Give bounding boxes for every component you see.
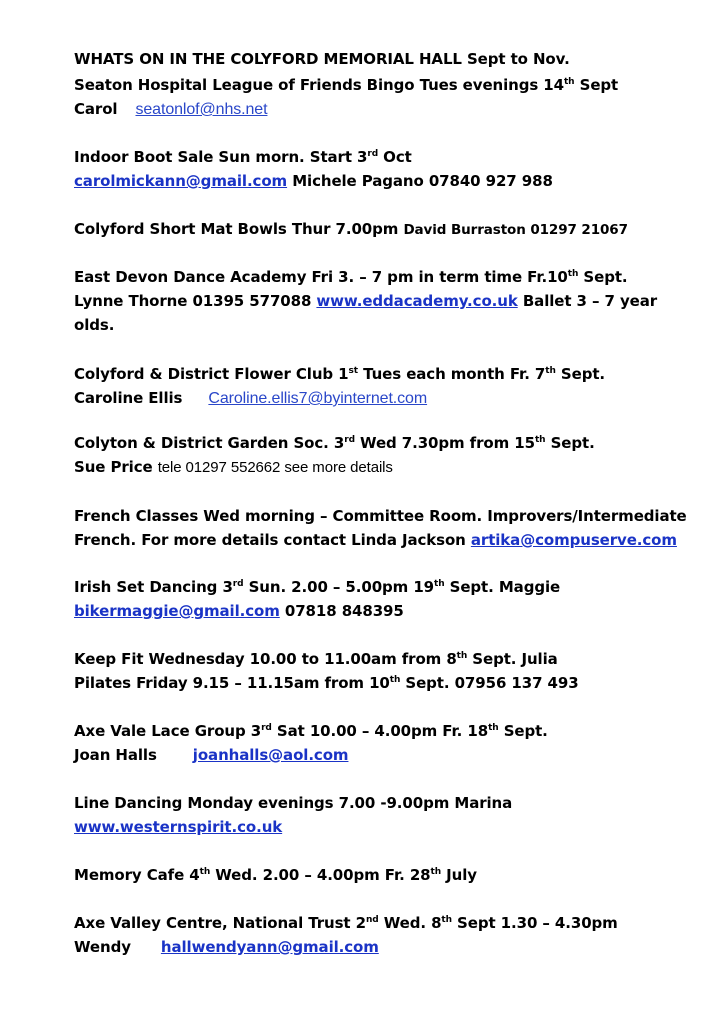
bowls-text: Colyford Short Mat Bowls Thur 7.00pm	[74, 220, 404, 238]
garden-sup-2: th	[534, 435, 546, 445]
line-dancing-text: Line Dancing Monday evenings 7.00 -9.00pm Marina	[74, 794, 513, 812]
flower-text: Colyford & District Flower Club 1	[74, 365, 349, 383]
flower-contact: Caroline Ellis	[74, 389, 183, 407]
line-dancing-website-link[interactable]: www.westernspirit.co.uk	[74, 818, 283, 836]
french-email-link[interactable]: artika@compuserve.com	[470, 531, 677, 549]
dance-website-link[interactable]: www.eddacademy.co.uk	[316, 292, 518, 310]
bingo-contact: Carol	[74, 100, 118, 118]
boot-sale-email-link[interactable]: carolmickann@gmail.com	[74, 172, 288, 190]
axe-valley-text: Axe Valley Centre, National Trust 2	[74, 914, 366, 932]
dance-text: East Devon Dance Academy Fri 3. – 7 pm in term time Fr.10	[74, 268, 568, 286]
axe-valley-contact-line	[74, 935, 379, 959]
lace-contact: Joan Halls	[74, 746, 157, 764]
lace-text-end: Sept.	[498, 722, 548, 740]
garden-text: Colyton & District Garden Soc. 3	[74, 434, 345, 452]
bingo-contact-line	[74, 97, 267, 122]
line-dancing-line	[74, 791, 512, 815]
memory-sup-1: th	[199, 867, 211, 877]
dance-ages: Ballet 3 – 7 year	[517, 292, 658, 310]
memory-text-end: July	[441, 866, 477, 884]
axe-valley-sup-2: th	[441, 915, 452, 925]
lace-text: Axe Vale Lace Group 3	[74, 722, 262, 740]
irish-contact-line	[74, 599, 404, 623]
axe-valley-sup-1: nd	[365, 915, 379, 925]
page-title	[74, 47, 570, 71]
bingo-text: Seaton Hospital League of Friends Bingo Tues evenings 14	[74, 76, 564, 94]
flower-sup-1: st	[348, 366, 358, 376]
irish-text-end: Sept. Maggie	[444, 578, 561, 596]
dance-line	[74, 265, 628, 289]
lace-line	[74, 719, 548, 743]
dance-ages-end: olds.	[74, 316, 115, 334]
keepfit-sup-1: th	[456, 651, 468, 661]
dance-text-end: Sept.	[578, 268, 628, 286]
bowls-contact: David Burraston 01297 21067	[403, 222, 628, 238]
garden-line	[74, 431, 595, 455]
title-text: WHATS ON IN THE COLYFORD MEMORIAL HALL Sept to Nov.	[74, 50, 570, 68]
garden-text-end: Sept.	[545, 434, 595, 452]
lace-sup-2: th	[488, 723, 499, 733]
flower-contact-line	[74, 386, 427, 411]
irish-sup-2: th	[434, 579, 445, 589]
garden-sup-1: rd	[344, 435, 355, 445]
boot-sale-contact: Michele Pagano 07840 927 988	[287, 172, 553, 190]
dance-sup: th	[567, 269, 579, 279]
memory-text-mid: Wed. 2.00 – 4.00pm Fr. 28	[210, 866, 431, 884]
memory-sup-2: th	[430, 867, 442, 877]
garden-details: tele 01297 552662 see more details	[157, 459, 393, 476]
flower-sup-2: th	[545, 366, 556, 376]
keepfit-line	[74, 647, 558, 671]
pilates-text: Pilates Friday 9.15 – 11.15am from 10	[74, 674, 390, 692]
irish-line	[74, 575, 560, 599]
flower-text-mid: Tues each month Fr. 7	[357, 365, 546, 383]
irish-email-link[interactable]: bikermaggie@gmail.com	[74, 602, 280, 620]
irish-phone: 07818 848395	[279, 602, 404, 620]
flower-email-link[interactable]: Caroline.ellis7@byinternet.com	[208, 390, 428, 407]
axe-valley-contact: Wendy	[74, 938, 131, 956]
irish-text: Irish Set Dancing 3	[74, 578, 233, 596]
boot-sale-contact-line	[74, 169, 553, 193]
dance-contact-line	[74, 289, 657, 313]
pilates-sup: th	[389, 675, 401, 685]
dance-contact: Lynne Thorne 01395 577088	[74, 292, 317, 310]
axe-valley-text-mid: Wed. 8	[378, 914, 442, 932]
keepfit-text-end: Sept. Julia	[467, 650, 558, 668]
flower-text-end: Sept.	[555, 365, 606, 383]
boot-sale-text-end: Oct	[378, 148, 412, 166]
axe-valley-text-end: Sept 1.30 – 4.30pm	[451, 914, 618, 932]
flower-line	[74, 362, 605, 386]
memory-text: Memory Cafe 4	[74, 866, 200, 884]
lace-contact-line	[74, 743, 348, 767]
french-contact-line	[74, 528, 677, 552]
axe-valley-line	[74, 911, 618, 935]
bingo-line	[74, 73, 618, 97]
garden-contact: Sue Price	[74, 458, 153, 476]
french-line	[74, 504, 687, 528]
boot-sale-line	[74, 145, 412, 169]
bowls-line	[74, 217, 628, 242]
boot-sale-sup: rd	[367, 149, 379, 159]
irish-sup-1: rd	[232, 579, 244, 589]
memory-cafe-line	[74, 863, 477, 887]
pilates-text-end: Sept. 07956 137 493	[400, 674, 579, 692]
irish-text-mid: Sun. 2.00 – 5.00pm 19	[243, 578, 434, 596]
boot-sale-text: Indoor Boot Sale Sun morn. Start 3	[74, 148, 368, 166]
line-dancing-web-line	[74, 815, 282, 839]
dance-ages-line	[74, 313, 114, 337]
bingo-sup: th	[563, 77, 575, 87]
bingo-email-link[interactable]: seatonlof@nhs.net	[135, 101, 268, 118]
axe-valley-email-link[interactable]: hallwendyann@gmail.com	[160, 938, 379, 956]
lace-text-mid: Sat 10.00 – 4.00pm Fr. 18	[271, 722, 489, 740]
french-contact: French. For more details contact Linda Jackson	[74, 531, 471, 549]
keepfit-text: Keep Fit Wednesday 10.00 to 11.00am from 8	[74, 650, 457, 668]
lace-sup-1: rd	[261, 723, 272, 733]
garden-text-mid: Wed 7.30pm from 15	[354, 434, 535, 452]
pilates-line	[74, 671, 579, 695]
french-text: French Classes Wed morning – Committee Room. Improvers/Intermediate	[74, 507, 687, 525]
garden-contact-line	[74, 455, 393, 480]
bingo-text-end: Sept	[574, 76, 619, 94]
lace-email-link[interactable]: joanhalls@aol.com	[192, 746, 349, 764]
